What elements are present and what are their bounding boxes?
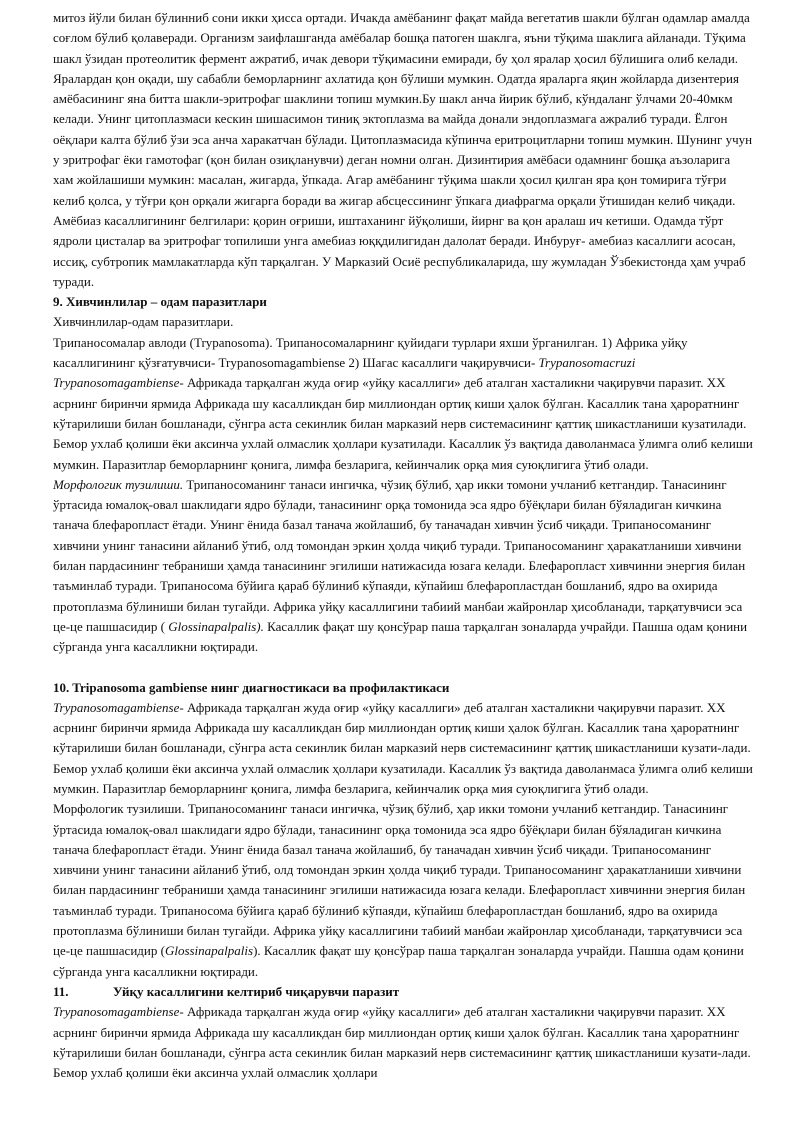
paragraph-sleeping-sickness xyxy=(53,1002,753,1083)
section-title: Уйқу касаллигини келтириб чиқарувчи паразит xyxy=(113,983,400,999)
paragraph-text: Трипаносоманинг танаси ингичка, чўзиқ бўлиб, ҳар икки томони учланиб кетгандир. Танасининг ўртасида юмалоқ-овал шаклидаги ядро бўлади, танасининг орқа томонида эса ядро бўёқлари билан бўяладиган кичкина танача блефаропласт ётади. Унинг ёнида базал танача жойлашиб, бу таначадан хивчин ўсиб чиқади. Трипаносоманинг хивчини унинг танасини айланиб ўтиб, олд томондан эркин ҳолда чиқиб туради. Трипаносоманинг ҳаракатланиши хивчини билан пардасининг тебраниши ҳамда танасининг эгилиши натижасида юзага келади. Блефаропласт хивчинни энергия билан таъминлаб туради. Трипаносома бўйига қараб бўлиниб кўпаяди, кўпайиш блефаропластдан бошланиб, ядро ва охирида протоплазма бўлиниши билан тугайди. Африка уйқу касаллигини табиий манбаи жайронлар ҳисобланади, тарқатувчиси эса це-це пашшасидир ( xyxy=(53,476,746,634)
species-name: Trypanosomagambiense- xyxy=(53,699,184,715)
term-label: Морфологик тузилиши. xyxy=(53,476,184,492)
paragraph-text: Африкада тарқалган жуда оғир «уйқу касаллиги» деб аталган хасталикни чақирувчи паразит. XX асрнинг биринчи ярмида Африкада шу касалликдан бир миллиондан ортиқ киши ҳалок бўлган. Касаллик тана ҳароратнинг кўтарилиши билан бошланади, сўнгра аста секинлик билан марказий нерв системасининг қаттиқ шикастланиши кузати-лади. Бемор ухлаб қолиши ёки аксинча ухлай олмаслик ҳоллари xyxy=(53,1004,751,1081)
section-number: 11. xyxy=(53,983,69,999)
species-name: Glossinapalpalis). xyxy=(168,618,264,634)
section-heading-11 xyxy=(53,982,753,1002)
section-heading-10: 10. Tripanosoma gambiense нинг диагностикаси ва профилактикаси xyxy=(53,679,450,695)
paragraph-gambiense xyxy=(53,698,753,799)
species-name: Glossinapalpalis xyxy=(164,943,254,959)
paragraph-text: Трипаносомалар авлоди (Trypanosoma). Трипаносомаларнинг қуйидаги турлари яхши ўрганилган. 1) Африка уйқу касаллигининг қўзғатувчиси- Trypanosomagambiense 2) Шагас касаллиги чақирувчиси- xyxy=(53,334,688,371)
paragraph-morphology xyxy=(53,475,753,658)
paragraph-text: Морфологик тузилиши. Трипаносоманинг танаси ингичка, чўзиқ бўлиб, ҳар икки томони учланиб кетгандир. Танасининг ўртасида юмалоқ-овал шаклидаги ядро бўлади, танасининг орқа томонида эса ядро бўёқлари билан бўяладиган кичкина танача блефаропласт ётади. Унинг ёнида базал танача жойлашиб, бу таначадан хивчин ўсиб чиқади. Трипаносоманинг хивчини унинг танасини айланиб ўтиб, олд томондан эркин ҳолда чиқиб туради. Трипаносоманинг ҳаракатланиши хивчини билан пардасининг тебраниши ҳамда танасининг эгилиши натижасида юзага келади. Блефаропласт хивчинни энергия билан таъминлаб туради. Трипаносома бўйига қараб бўлиниб кўпаяди, кўпайиш блефаропластдан бошланиб, ядро ва охирида протоплазма бўлиниши билан тугайди. Африка уйқу касаллигини табиий манбаи жайронлар ҳисобланади, тарқатувчиси эса це-це пашшасидир ( xyxy=(53,801,746,959)
paragraph-text: Касаллик фақат шу қонсўрар паша тарқалган зоналарда учрайди. Пашша одам қонини сўрганда унга касалликни юқтиради. xyxy=(53,618,748,655)
paragraph-morphology-2 xyxy=(53,799,753,982)
section-subtitle-9: Хивчинлилар-одам паразитлари. xyxy=(53,314,234,330)
species-name: Trypanosomagambiense- xyxy=(53,1004,184,1020)
paragraph-gap xyxy=(53,658,753,678)
section-heading-9: 9. Хивчинлилар – одам паразитлари xyxy=(53,294,267,310)
paragraph-text: ). Касаллик фақат шу қонсўрар паша тарқалган зоналарда учрайди. Пашша одам қонини сўрганда унга касалликни юқтиради. xyxy=(53,943,744,979)
paragraph-text: митоз йўли билан бўлинниб сони икки ҳисса ортади. Ичакда амёбанинг фақат майда вегетатив шакли бўлган одамлар амалда соғлом бўлиб қолаверади. Организм заифлашганда амёбалар бошқа патоген шаклга, яъни тўқима шаклига айланади. Тўқима шакл ўзидан протеолитик фермент ажратиб, ичак девори тўқимасини емиради, бу ҳол яралар ҳосил бўлишига олиб келади. Яралардан қон оқади, шу сабабли беморларнинг ахлатида қон бўлиши мумкин. Одатда яраларга яқин жойларда дизентерия амёбасининг яна битта шакли-эритрофаг шаклини топиш мумкин.Бу шакл анча йирик бўлиб, кўндаланг ўлчами 20-40мкм келади. Унинг цитоплазмаси кескин шишасимон тиниқ эктоплазма ва майда донали эндоплазмага ажралиб туради. Ёлгон оёқлари калта бўлиб ўзи эса анча харакатчан бўлади. Цитоплазмасида кўпинча еритроцитларни топиш мумкин. Шунинг учун у эритрофаг ёки гамотофаг (қон билан озиқланувчи) деган номни олган. Дизинтирия амёбаси одамнинг бошқа аъзоларига хам жойлашиши мумкин: масалан, жигарда, ўпкада. Агар амёбанинг тўқима шакли ҳосил қилган яра қон томирига тўғри келиб қолса, у тўғри қон орқали жигарга боради ва жигар абсцессининг ўпкага диафрагма орқали ўтишидан келиб чиқади. Амёбиаз касаллигининг белгилари: қорин оғриши, иштаханинг йўқолиши, йирнг ва қон аралаш ич кетиши. Одамда тўрт ядроли цисталар ва эритрофаг топилиши унга амебиаз юққдилигидан далолат беради. Инбуруғ- амебиаз касаллиги асосан, иссиқ, субтропик мамлакатларда кўп тарқалган. У Марказий Осиё республикаларида, шу жумладан Ўзбекистонда ҳам учраб туради. xyxy=(53,10,753,289)
paragraph-text: Африкада тарқалган жуда оғир «уйқу касаллиги» деб аталган хасталикни чақирувчи паразит. XX асрнинг биринчи ярмида Африкада шу касалликдан бир миллиондан ортиқ киши ҳалок бўлган. Касаллик тана ҳароратнинг кўтарилиши билан бошланади, сўнгра аста секинлик билан марказий нерв системасининг қаттиқ шикастланиши кузати-лади. Бемор ухлаб қолиши ёки аксинча ухлай олмаслик ҳоллари кузатилади. Касаллик ўз вақтида даволанмаса ўлимга олиб келиши мумкин. Паразитлар беморларнинг қонига, лимфа безларига, кейинчалик орқа мия суюқлигига ўтиб олади. xyxy=(53,699,753,796)
species-name: Trypanosomacruzi Trypanosomagambiense- xyxy=(53,355,636,391)
paragraph-amoeba-continuation xyxy=(53,8,753,292)
paragraph-text: Африкада тарқалган жуда оғир «уйқу касаллиги» деб аталган хасталикни чақирувчи паразит. XX асрнинг биринчи ярмида Африкада шу касалликдан бир миллиондан ортиқ киши ҳалок бўлган. Касаллик тана ҳароратнинг кўтарилиши билан бошланади, сўнгра аста секинлик билан марказий нерв системасининг қаттиқ шикастланиши кузатилади. Бемор ухлаб қолиши ёки аксинча ухлай олмаслик ҳоллари кузатилади. Касаллик ўз вақтида даволанмаса ўлимга олиб келиши мумкин. Паразитлар беморларнинг қонига, лимфа безларига, кейинчалик орқа мия суюқлигига ўтиб олади. xyxy=(53,375,753,472)
document-page xyxy=(53,8,753,1083)
paragraph-trypanosoma-intro xyxy=(53,333,753,475)
